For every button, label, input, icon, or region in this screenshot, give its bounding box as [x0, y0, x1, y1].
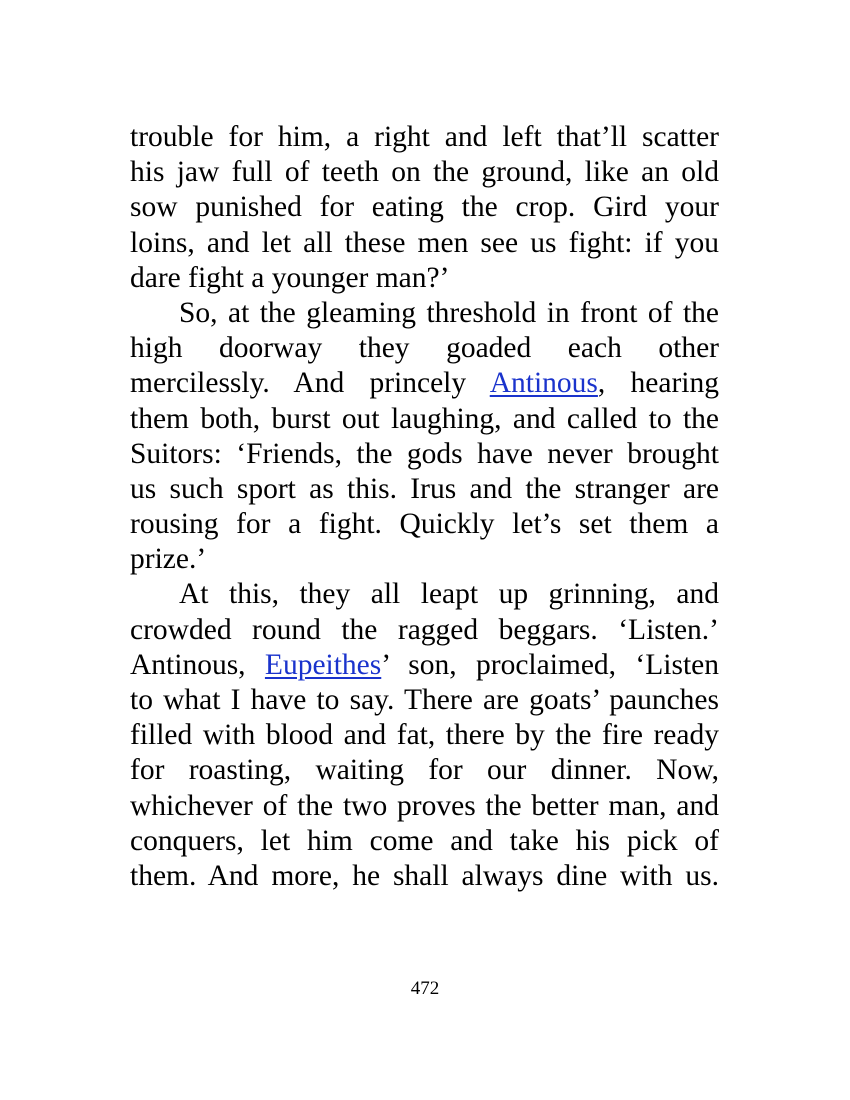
text-span: So, at the gleaming threshold in front of the: [179, 296, 719, 329]
text-span: Antinous,: [130, 648, 265, 681]
text-line: [130, 261, 719, 296]
text-span: us such sport as this. Irus and the stranger are: [130, 472, 719, 505]
page-number: 472: [410, 978, 440, 999]
text-span: ’ son, proclaimed, ‘Listen: [381, 648, 719, 681]
text-line: [130, 683, 719, 718]
text-span: , hearing: [597, 367, 719, 400]
text-span: loins, and let all these men see us fight: if you: [130, 226, 719, 259]
text-span: dare fight a younger man?’: [130, 261, 450, 294]
text-line: [130, 859, 719, 894]
text-span: whichever of the two proves the better man, and: [130, 789, 719, 822]
text-line: [130, 824, 719, 859]
text-line: [130, 789, 719, 824]
text-span: trouble for him, a right and left that’ll scatter: [130, 121, 719, 153]
text-span: to what I have to say. There are goats’ paunches: [130, 684, 719, 716]
text-line: [130, 331, 719, 366]
text-span: mercilessly. And princely: [130, 367, 490, 400]
text-span: At this, they all leapt up grinning, and: [179, 578, 719, 611]
text-span: for roasting, waiting for our dinner. Now,: [130, 754, 719, 787]
text-line: [130, 613, 719, 648]
text-span: them both, burst out laughing, and called to the: [130, 402, 719, 435]
text-line: [130, 648, 719, 683]
text-span: rousing for a fight. Quickly let’s set them a: [130, 508, 719, 541]
text-span: his jaw full of teeth on the ground, like an old: [130, 156, 719, 189]
text-span: Suitors: ‘Friends, the gods have never brought: [130, 437, 719, 470]
name-link[interactable]: Eupeithes: [264, 648, 382, 681]
text-line: [130, 190, 719, 225]
text-span: high doorway they goaded each other: [130, 332, 719, 365]
text-span: prize.’: [130, 543, 207, 576]
text-line: [130, 366, 719, 401]
text-span: crowded round the ragged beggars. ‘Listen.’: [130, 613, 719, 646]
text-span: them. And more, he shall always dine with us.: [130, 859, 719, 892]
text-span: conquers, let him come and take his pick of: [130, 824, 719, 857]
text-line: [130, 120, 719, 155]
text-line: [130, 577, 719, 612]
text-line: [130, 753, 719, 788]
text-line: [130, 155, 719, 190]
text-span: filled with blood and fat, there by the fire ready: [130, 719, 719, 752]
text-span: sow punished for eating the crop. Gird your: [130, 191, 719, 224]
text-line: [130, 226, 719, 261]
text-line: [130, 507, 719, 542]
text-line: [130, 437, 719, 472]
text-line: [130, 718, 719, 753]
text-line: [130, 472, 719, 507]
body-text: [130, 120, 719, 894]
text-line: [130, 296, 719, 331]
text-line: [130, 542, 719, 577]
name-link[interactable]: Antinous: [489, 367, 598, 400]
text-line: [130, 402, 719, 437]
